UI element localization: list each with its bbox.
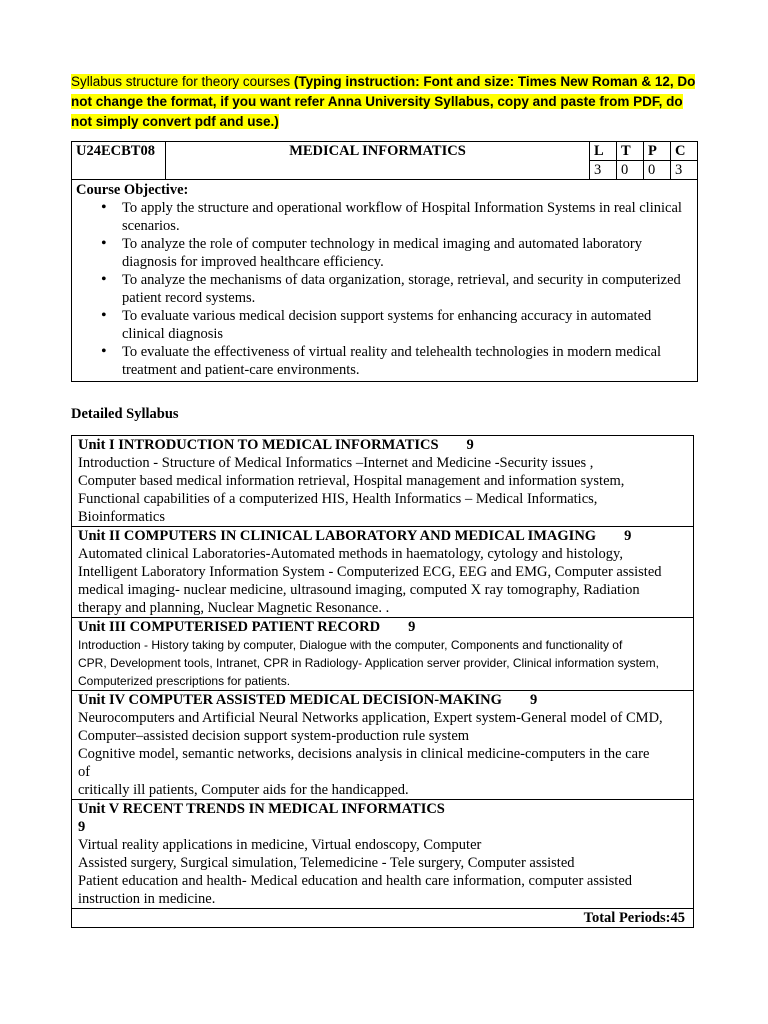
objective-item: • To analyze the mechanisms of data organization, storage, retrieval, and security in computerized patient record systems. bbox=[122, 271, 693, 307]
unit-5-hours: 9 bbox=[78, 819, 86, 835]
objective-item: • To evaluate various medical decision support systems for enhancing accuracy in automated clinical diagnosis bbox=[122, 307, 693, 343]
unit-3-hours: 9 bbox=[408, 619, 416, 635]
unit-3-title: Unit III COMPUTERISED PATIENT RECORD bbox=[78, 619, 381, 635]
course-objective-label: Course Objective: bbox=[76, 182, 189, 198]
unit-1-line: Introduction - Structure of Medical Informatics –Internet and Medicine -Security issues , bbox=[78, 455, 594, 471]
unit-1-line: Functional capabilities of a computerized HIS, Health Informatics – Medical Informatics, bbox=[78, 491, 598, 507]
unit-4-line: Cognitive model, semantic networks, decisions analysis in clinical medicine-computers in the care bbox=[78, 746, 650, 762]
ltpc-value-t: 0 bbox=[617, 161, 644, 180]
unit-5-title: Unit V RECENT TRENDS IN MEDICAL INFORMATICS bbox=[78, 801, 445, 817]
course-header-table bbox=[71, 141, 698, 382]
objective-item: • To apply the structure and operational workflow of Hospital Information Systems in real clinical scenarios. bbox=[122, 199, 693, 235]
unit-4-line: Computer–assisted decision support system-production rule system bbox=[78, 728, 470, 744]
unit-3-line: Computerized prescriptions for patients. bbox=[78, 674, 291, 688]
unit-2-line: therapy and planning, Nuclear Magnetic Resonance. . bbox=[78, 600, 390, 616]
objective-item: • To analyze the role of computer technology in medical imaging and automated laboratory diagnosis for improved healthcare efficiency. bbox=[122, 235, 693, 271]
unit-4-title: Unit IV COMPUTER ASSISTED MEDICAL DECISION-MAKING bbox=[78, 692, 502, 708]
ltpc-header-c: C bbox=[671, 142, 698, 161]
unit-1-title: Unit I INTRODUCTION TO MEDICAL INFORMATICS bbox=[78, 437, 439, 453]
unit-5-line: instruction in medicine. bbox=[78, 891, 216, 907]
detailed-syllabus-heading: Detailed Syllabus bbox=[71, 406, 179, 422]
unit-3-line: Introduction - History taking by computer, Dialogue with the computer, Components and functionality of bbox=[78, 638, 623, 652]
unit-1-hours: 9 bbox=[466, 437, 474, 453]
unit-1-line: Bioinformatics bbox=[78, 509, 165, 525]
course-code: U24ECBT08 bbox=[72, 142, 166, 180]
total-periods: Total Periods:45 bbox=[72, 909, 694, 928]
unit-3-heading bbox=[78, 618, 687, 636]
typing-instruction bbox=[71, 72, 698, 132]
unit-1-line: Computer based medical information retrieval, Hospital management and information system, bbox=[78, 473, 625, 489]
unit-2-heading bbox=[78, 527, 687, 545]
unit-2-title: Unit II COMPUTERS IN CLINICAL LABORATORY AND MEDICAL IMAGING bbox=[78, 528, 597, 544]
unit-4-line: critically ill patients, Computer aids for the handicapped. bbox=[78, 782, 409, 798]
unit-2-line: medical imaging- nuclear medicine, ultrasound imaging, computed X ray tomography, Radiation bbox=[78, 582, 640, 598]
ltpc-value-l: 3 bbox=[590, 161, 617, 180]
unit-1-heading bbox=[78, 436, 687, 454]
ltpc-value-p: 0 bbox=[644, 161, 671, 180]
course-objective-cell bbox=[72, 180, 698, 382]
unit-3-line: CPR, Development tools, Intranet, CPR in Radiology- Application server provider, Clinical information system, bbox=[78, 656, 659, 670]
unit-2-line: Automated clinical Laboratories-Automated methods in haematology, cytology and histology, bbox=[78, 546, 623, 562]
objective-item: • To evaluate the effectiveness of virtual reality and telehealth technologies in modern medical treatment and patient-care environments. bbox=[122, 343, 693, 379]
unit-4-line: of bbox=[78, 764, 91, 780]
unit-5-heading bbox=[78, 800, 687, 818]
unit-5-line: Patient education and health- Medical education and health care information, computer assisted bbox=[78, 873, 633, 889]
ltpc-header-l: L bbox=[590, 142, 617, 161]
unit-1-cell bbox=[72, 436, 694, 527]
unit-5-cell bbox=[72, 800, 694, 909]
unit-4-heading bbox=[78, 691, 687, 709]
units-table bbox=[71, 435, 694, 928]
ltpc-value-c: 3 bbox=[671, 161, 698, 180]
unit-2-hours: 9 bbox=[624, 528, 632, 544]
unit-3-cell bbox=[72, 618, 694, 691]
objective-list bbox=[76, 199, 693, 379]
unit-5-line: Assisted surgery, Surgical simulation, Telemedicine - Tele surgery, Computer assisted bbox=[78, 855, 575, 871]
instruction-bold: (Typing instruction: Font and size: Times New Roman & 12, Do not change the format, if you want refer Anna University Syllabus, copy and paste from PDF, do not simply convert pdf and use.) bbox=[71, 74, 696, 129]
unit-2-cell bbox=[72, 527, 694, 618]
unit-4-hours: 9 bbox=[529, 692, 538, 708]
unit-3-body bbox=[78, 636, 687, 690]
instruction-plain: Syllabus structure for theory courses bbox=[71, 74, 294, 89]
ltpc-header-t: T bbox=[617, 142, 644, 161]
unit-5-line: Virtual reality applications in medicine, Virtual endoscopy, Computer bbox=[78, 837, 482, 853]
course-title: MEDICAL INFORMATICS bbox=[166, 142, 590, 180]
unit-2-line: Intelligent Laboratory Information System - Computerized ECG, EEG and EMG, Computer assisted bbox=[78, 564, 662, 580]
unit-4-line: Neurocomputers and Artificial Neural Networks application, Expert system-General model of CMD, bbox=[78, 710, 663, 726]
ltpc-header-p: P bbox=[644, 142, 671, 161]
unit-4-cell bbox=[72, 691, 694, 800]
